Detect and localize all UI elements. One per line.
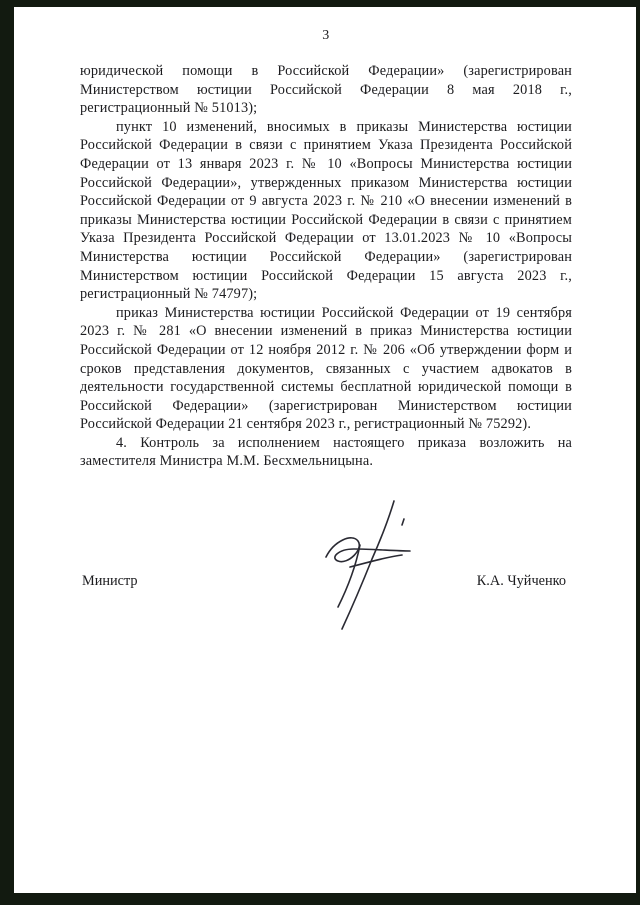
paragraph: пункт 10 изменений, вносимых в приказы Министерства юстиции Российской Федерации в связи с принятием Указа Президента Российской Федерации от 13 января 2023 г. № 10 «Вопросы Министерства юстиции Российской Федерации», утвержденных приказом Министерства юстиции Российской Федерации от 9 августа 2023 г. № 210 «О внесении изменений в приказы Министерства юстиции Российской Федерации в связи с принятием Указа Президента Российской Федерации от 13.01.2023 № 10 «Вопросы Министерства юстиции Российской Федерации» (зарегистрирован Министерством юстиции Российской Федерации 15 августа 2023 г., регистрационный № 74797);: [80, 118, 572, 303]
signature-block: [80, 529, 572, 649]
paragraph: приказ Министерства юстиции Российской Федерации от 19 сентября 2023 г. № 281 «О внесении изменений в приказ Министерства юстиции Российской Федерации от 12 ноября 2012 г. № 206 «Об утверждении форм и сроков представления документов, связанных с участием адвокатов в деятельности государственной системы бесплатной юридической помощи в Российской Федерации» (зарегистрирован Министерством юстиции Российской Федерации 21 сентября 2023 г., регистрационный № 75292).: [80, 304, 572, 433]
signatory-name: К.А. Чуйченко: [476, 573, 566, 590]
paragraph: юридической помощи в Российской Федерации» (зарегистрирован Министерством юстиции Российской Федерации 8 мая 2018 г., регистрационный № 51013);: [80, 63, 572, 117]
body-text: [80, 62, 572, 471]
document-page: [14, 7, 636, 893]
minister-label: Министр: [82, 573, 138, 590]
signature-scribble: [290, 495, 440, 635]
page-number: 3: [322, 28, 330, 43]
paragraph: 4. Контроль за исполнением настоящего приказа возложить на заместителя Министра М.М. Бесхмельницына.: [80, 434, 572, 470]
